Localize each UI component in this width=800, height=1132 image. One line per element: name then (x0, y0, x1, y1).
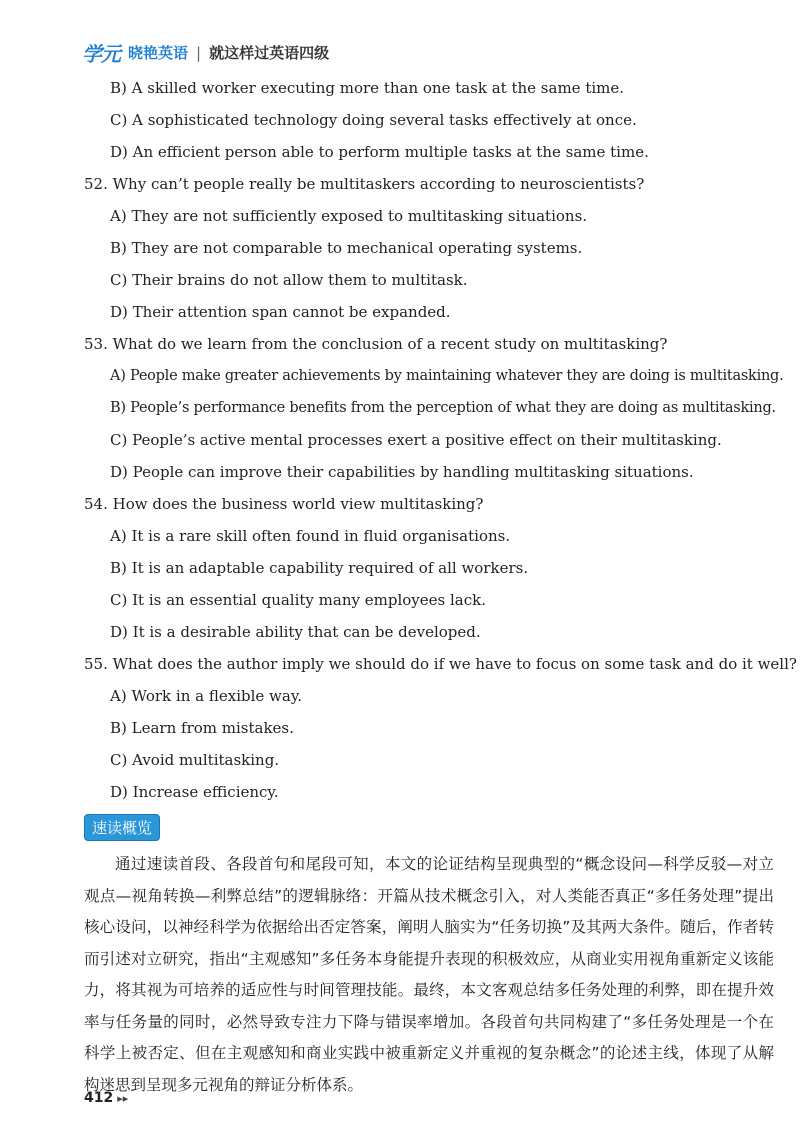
option-c: C) Their brains do not allow them to multitask. (110, 271, 468, 289)
option-c: C) People’s active mental processes exert a positive effect on their multitasking. (110, 431, 722, 449)
option-d: D) It is a desirable ability that can be developed. (110, 623, 481, 641)
question-stem: 55. What does the author imply we should do if we have to focus on some task and do it well? (84, 655, 797, 673)
option-b: B) Learn from mistakes. (110, 719, 294, 737)
option-51-b: B) A skilled worker executing more than one task at the same time. (110, 79, 625, 97)
section-tag: 速读概览 (84, 814, 160, 841)
page-header (82, 38, 329, 67)
option-d: D) Their attention span cannot be expanded. (110, 303, 451, 321)
question-55 (84, 648, 797, 808)
option-c: C) Avoid multitasking. (110, 751, 280, 769)
header-slogan: 就这样过英语四级 (209, 44, 330, 62)
header-separator: | (196, 43, 202, 62)
option-b: B) They are not comparable to mechanical operating systems. (110, 239, 583, 257)
question-52 (84, 168, 774, 328)
option-51-c: C) A sophisticated technology doing several tasks effectively at once. (110, 111, 637, 129)
question-51-options (84, 72, 774, 168)
overview-paragraph: 通过速读首段、各段首句和尾段可知，本文的论证结构呈现典型的“概念设问—科学反驳—对立观点—视角转换—利弊总结”的逻辑脉络：开篇从技术概念引入，对人类能否真正“多任务处理”提出核心设问，以神经科学为依据给出否定答案，阐明人脑实为“任务切换”及其两大条件。随后，作者转而引述对立研究，指出“主观感知”多任务本身能提升表现的积极效应，从商业实用视角重新定义该能力，将其视为可培养的适应性与时间管理技能。最终，本文客观总结多任务处理的利弊，即在提升效率与任务量的同时，必然导致专注力下降与错误率增加。各段首句共同构建了“多任务处理是一个在科学上被否定、但在主观感知和商业实践中被重新定义并重视的复杂概念”的论述主线，体现了从解构迷思到呈现多元视角的辩证分析体系。 (84, 855, 774, 1094)
option-a: A) It is a rare skill often found in fluid organisations. (110, 527, 511, 545)
option-51-d: D) An efficient person able to perform multiple tasks at the same time. (110, 143, 649, 161)
question-53 (84, 328, 784, 488)
option-d: D) Increase efficiency. (110, 783, 279, 801)
page-footer (84, 1090, 128, 1106)
brand-name: 晓艳英语 (128, 44, 189, 62)
option-d: D) People can improve their capabilities by handling multitasking situations. (110, 463, 694, 481)
option-c: C) It is an essential quality many employees lack. (110, 591, 486, 609)
option-a: A) People make greater achievements by maintaining whatever they are doing is multitasking. (110, 368, 784, 384)
option-b: B) People’s performance benefits from the perception of what they are doing as multitasking. (110, 400, 776, 416)
arrow-icon: ▸▸ (117, 1092, 129, 1105)
option-a: A) They are not sufficiently exposed to multitasking situations. (110, 207, 588, 225)
question-stem: 52. Why can’t people really be multitaskers according to neuroscientists? (84, 175, 645, 193)
question-stem: 53. What do we learn from the conclusion of a recent study on multitasking? (84, 335, 668, 353)
page-content (84, 72, 797, 1101)
option-a: A) Work in a flexible way. (110, 687, 303, 705)
question-54 (84, 488, 774, 648)
option-b: B) It is an adaptable capability required of all workers. (110, 559, 529, 577)
question-stem: 54. How does the business world view multitasking? (84, 495, 484, 513)
publisher-logo: 学元 (82, 42, 120, 66)
page-number: 412 (84, 1090, 114, 1106)
